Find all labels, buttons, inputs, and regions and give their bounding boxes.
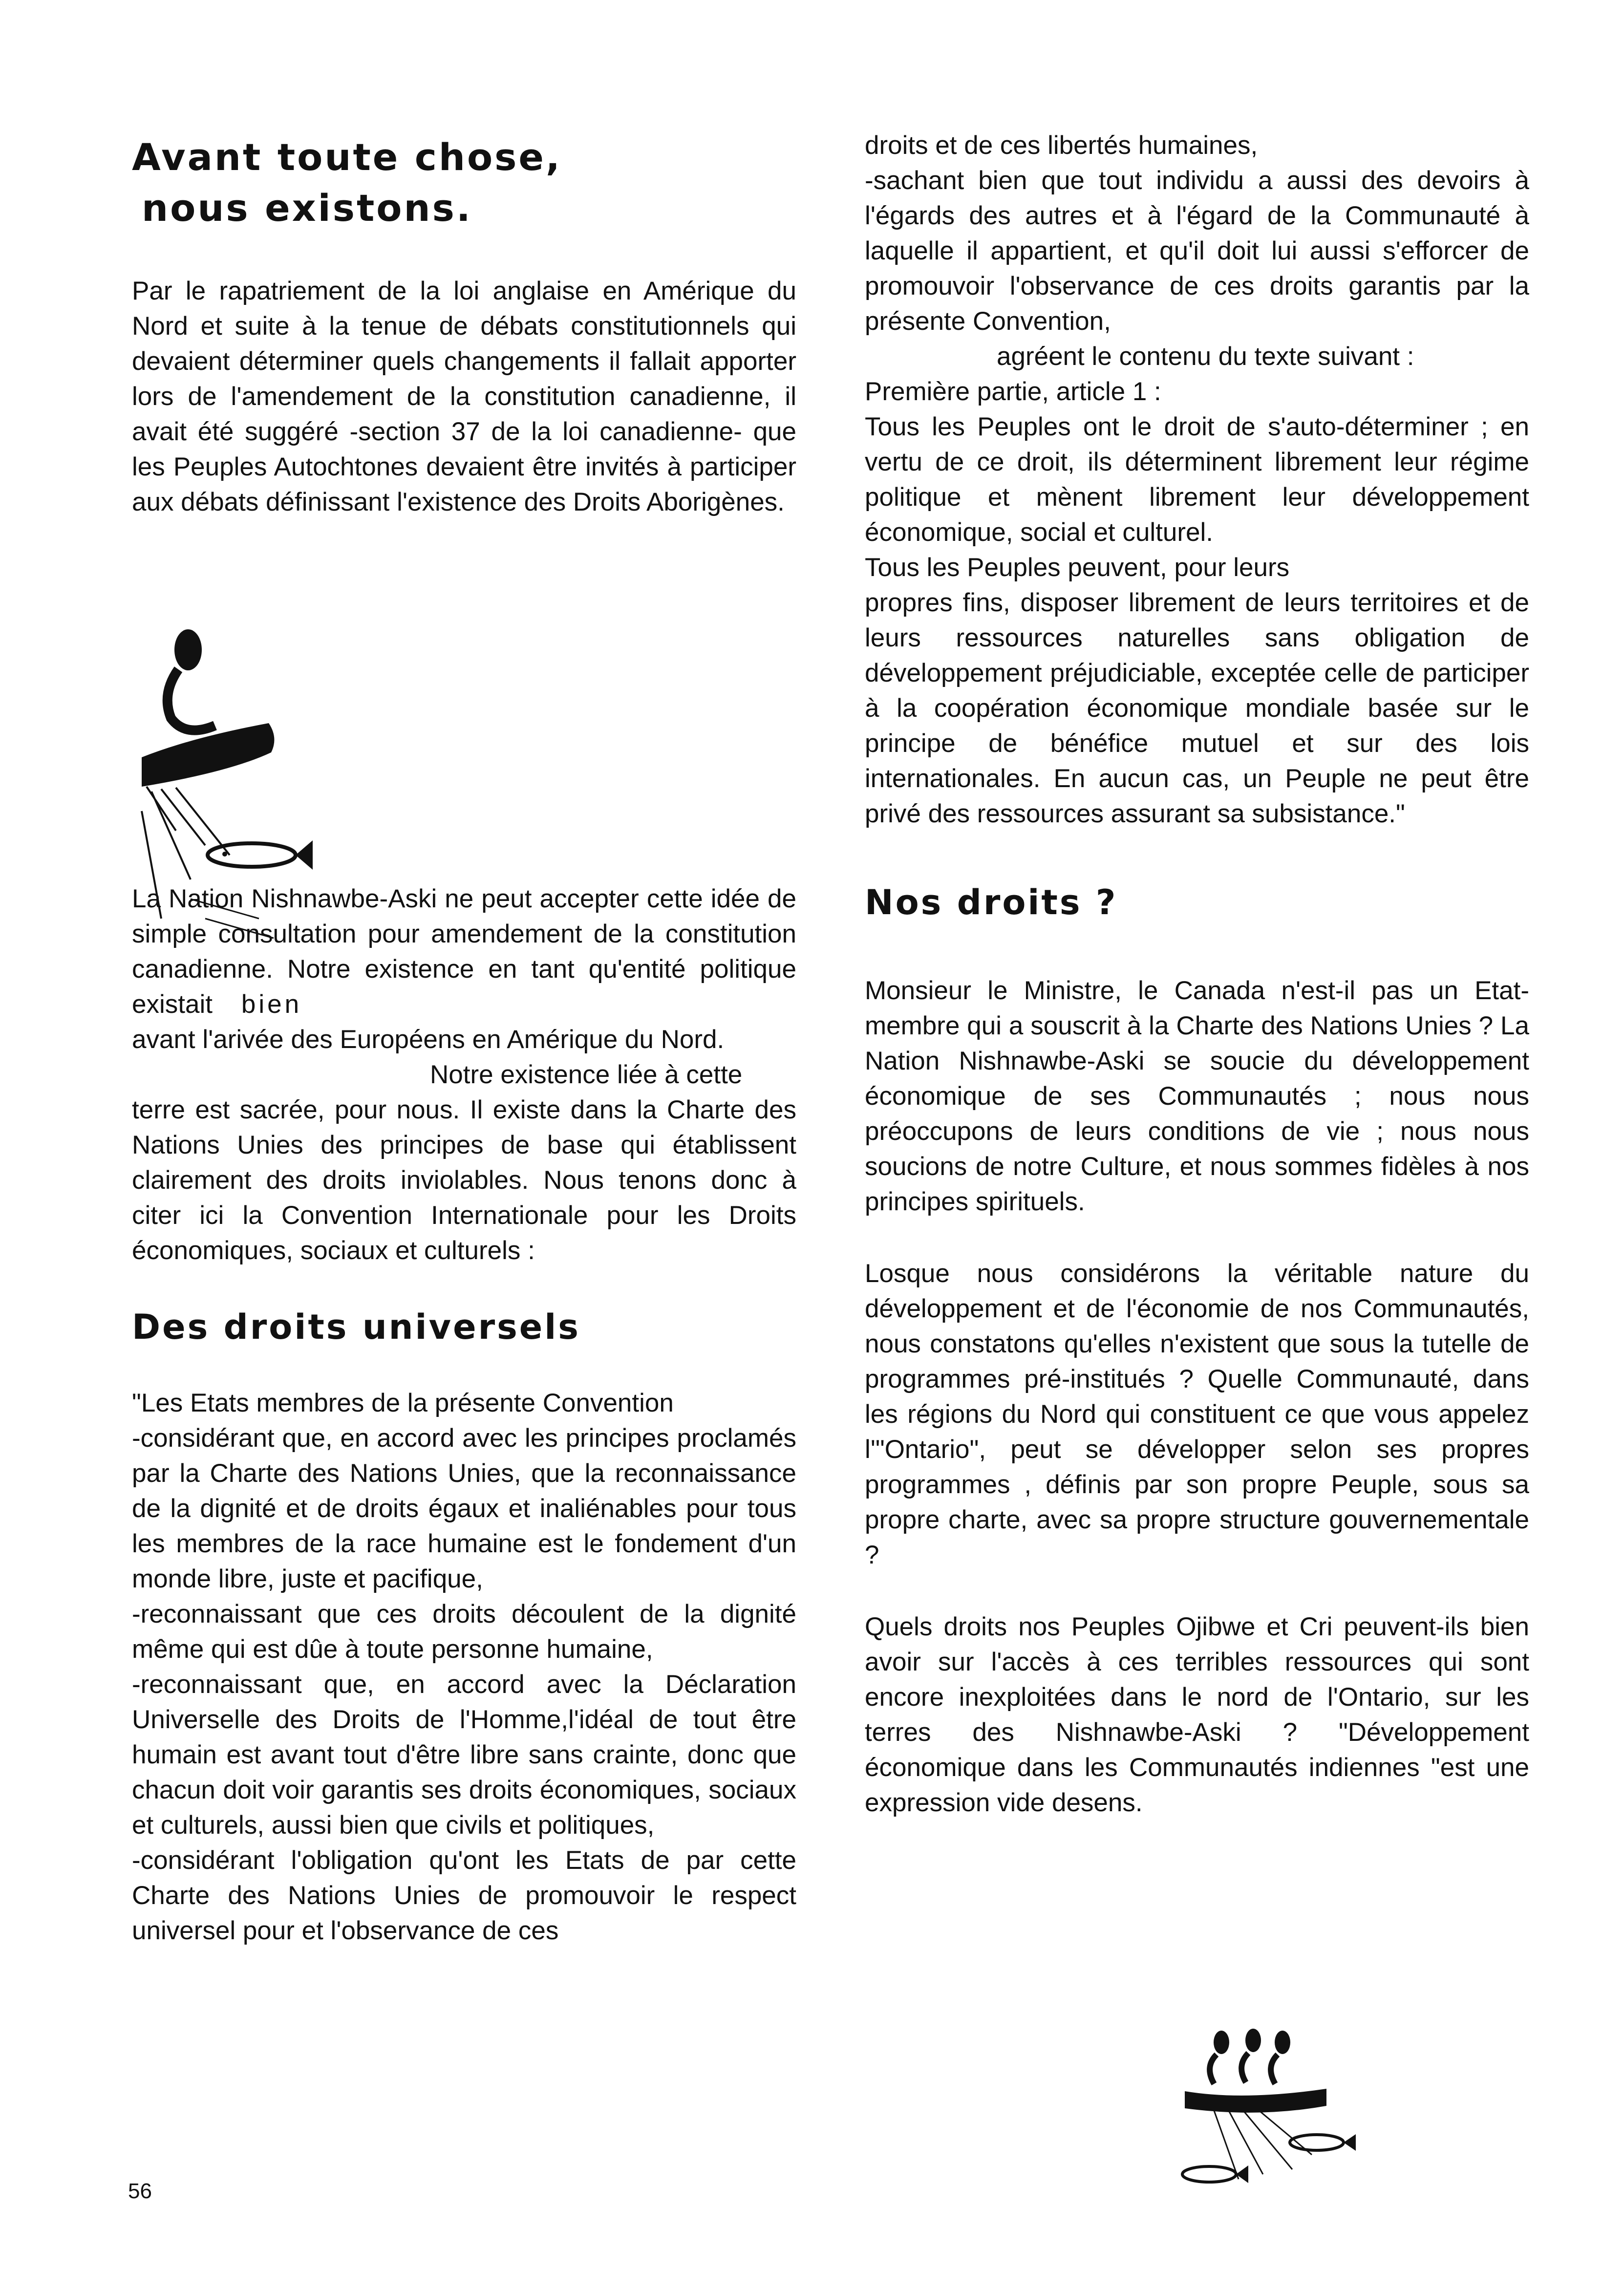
quote-paragraph-3: -reconnaissant que, en accord avec la Déclaration Universelle des Droits de l'Homme,l'idéal de tout être humain est avant tout d'être libre sans crainte, donc que chacun doit voir garantis ses droits économiques, sociaux et culturels, aussi bien que civils et politiques, [132, 1670, 796, 1840]
continuation-paragraph-1: droits et de ces libertés humaines, [865, 131, 1258, 160]
nation-paragraph-1: La Nation Nishnawbe-Aski ne peut accepter cette idée de simple consultation pour amendement de la constitution canadienne. Notre existence en tant qu'entité politique existait bien [132, 884, 796, 1019]
quote-paragraph-1: -considérant que, en accord avec les principes proclamés par la Charte des Nations Unies, que la reconnaissance de la dignité et de droits égaux et inaliénables pour tous les membres de la race humaine est le fondement d'un monde libre, juste et pacifique, [132, 1424, 796, 1593]
section-title-universal-rights: Des droits universels [132, 1307, 580, 1347]
rights-paragraph-2: Losque nous considérons la véritable nature du développement et de l'économie de nos Communautés, nous constatons qu'elles n'existent que sous la tutelle de programmes pré-institués ? Quelle Communauté, dans les régions du Nord qui constituent ce que vous appelez l'"Ontario", peut se développer selon ses propres programmes , définis par son propre Peuple, sous sa propre charte, avec sa propre structure gouvernementale ? [865, 1259, 1529, 1569]
nation-paragraph-4: terre est sacrée, pour nous. Il existe dans la Charte des Nations Unies des principes de base qui établissent clairement des droits inviolables. Nous tenons donc à citer ici la Convention Internationale pour les Droits économiques, sociaux et culturels : [132, 1095, 796, 1265]
nation-paragraph-2: avant l'arivée des Européens en Amérique du Nord. [132, 1025, 725, 1054]
three-figures-canoe-illustration [1165, 2028, 1375, 2218]
title-line-1: Avant toute chose, [132, 135, 562, 179]
title-line-2: nous existons. [142, 186, 472, 230]
article-heading: Première partie, article 1 : [865, 377, 1161, 406]
quote-paragraph-4: -considérant l'obligation qu'ont les Etats de par cette Charte des Nations Unies de promouvoir le respect universel pour et l'observance de ces [132, 1846, 796, 1945]
article-paragraph-2b: propres fins, disposer librement de leurs territoires et de leurs ressources naturelles sans obligation de développement préjudiciable, exceptée celle de participer à la coopération économique mondiale basée sur le principe de bénéfice mutuel et sur des lois internationales. En aucun cas, un Peuple ne peut être privé des ressources assurant sa subsistance." [865, 588, 1529, 828]
page-number: 56 [128, 2179, 152, 2203]
nation-paragraph-3: Notre existence liée à cette [430, 1060, 743, 1089]
quote-paragraph-2: -reconnaissant que ces droits découlent de la dignité même qui est dûe à toute personne humaine, [132, 1600, 796, 1664]
nation-bien: bien [241, 990, 302, 1019]
rights-paragraph-3: Quels droits nos Peuples Ojibwe et Cri peuvent-ils bien avoir sur l'accès à ces terribles ressources qui sont encore inexploitées dans le nord de l'Ontario, sur les terres des Nishnawbe-Aski ? "Développement économique dans les Communautés indiennes "est une expression vide desens. [865, 1612, 1529, 1817]
page-title [132, 132, 796, 234]
intro-paragraph: Par le rapatriement de la loi anglaise en Amérique du Nord et suite à la tenue de débats constitutionnels qui devaient déterminer quels changements il fallait apporter lors de l'amendement de la constitution canadienne, il avait été suggéré -section 37 de la loi canadienne- que les Peuples Autochtones devaient être invités à participer aux débats définissant l'existence des Droits Aborigènes. [132, 277, 796, 516]
canoe-fish-illustration [132, 625, 337, 948]
rights-paragraph-1: Monsieur le Ministre, le Canada n'est-il pas un Etat-membre qui a souscrit à la Charte des Nations Unies ? La Nation Nishnawbe-Aski se soucie du développement économique de ses Communautés ; nous nous préoccupons de leurs conditions de vie ; nous nous soucions de notre Culture, et nous sommes fidèles à nos principes spirituels. [865, 976, 1529, 1216]
quote-opening: "Les Etats membres de la présente Convention [132, 1389, 674, 1417]
right-column [865, 128, 1529, 1821]
section-title-our-rights: Nos droits ? [865, 882, 1118, 922]
continuation-paragraph-2: -sachant bien que tout individu a aussi des devoirs à l'égards des autres et à l'égard de la Communauté à laquelle il appartient, et qu'il doit lui aussi s'efforcer de promouvoir l'observance de ces droits garantis par la présente Convention, [865, 166, 1529, 336]
article-paragraph-1: Tous les Peuples ont le droit de s'auto-déterminer ; en vertu de ce droit, ils déterminent librement leur régime politique et mènent librement leur développement économique, social et culturel. [865, 412, 1529, 547]
article-paragraph-2a: Tous les Peuples peuvent, pour leurs [865, 553, 1290, 582]
continuation-paragraph-3: agréent le contenu du texte suivant : [997, 342, 1414, 371]
left-column [132, 132, 796, 1949]
